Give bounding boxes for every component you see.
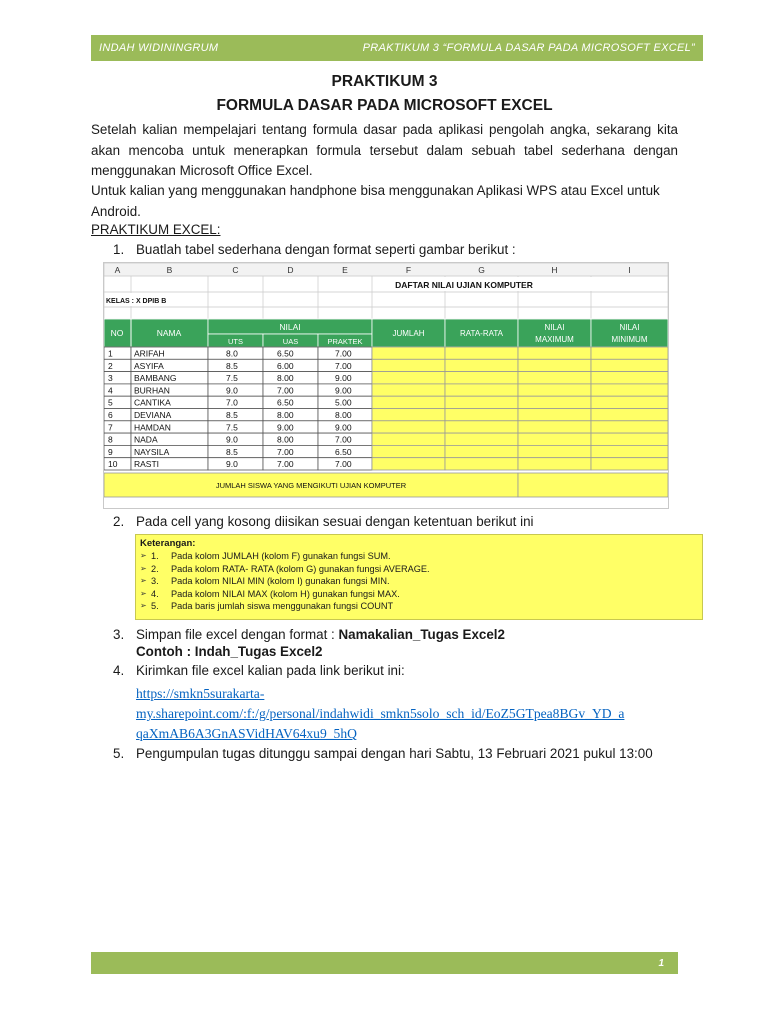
row-uas: 8.00	[277, 373, 294, 384]
keterangan-item-number: 3.	[151, 576, 159, 587]
row-uts: 9.0	[226, 459, 238, 470]
row-nama: DEVIANA	[134, 410, 172, 420]
row-uts: 8.5	[226, 360, 238, 371]
keterangan-item-number: 5.	[151, 601, 159, 612]
empty-formula-cell	[372, 372, 445, 384]
submission-link-line1[interactable]: https://smkn5surakarta-	[136, 686, 265, 701]
header-min-line2: MINIMUM	[611, 335, 648, 344]
step-2-text: Pada cell yang kosong diisikan sesuai dengan ketentuan berikut ini	[136, 514, 534, 529]
keterangan-box	[135, 534, 703, 620]
column-letter: E	[342, 265, 348, 275]
column-letter: I	[628, 265, 631, 275]
empty-formula-cell	[445, 421, 518, 433]
row-uas: 7.00	[277, 385, 294, 396]
row-praktek: 9.00	[335, 385, 352, 396]
row-uas: 7.00	[277, 446, 294, 457]
row-praktek: 8.00	[335, 410, 352, 420]
row-praktek: 5.00	[335, 397, 352, 408]
row-no: 10	[108, 459, 118, 470]
empty-formula-cell	[591, 445, 668, 457]
keterangan-item	[140, 588, 702, 601]
empty-formula-cell	[372, 445, 445, 457]
header-max-line2: MAXIMUM	[535, 335, 574, 344]
step-2-number: 2.	[113, 514, 125, 529]
row-praktek: 6.50	[335, 446, 352, 457]
row-praktek: 7.00	[335, 434, 352, 445]
header-uas: UAS	[282, 337, 299, 346]
empty-formula-cell	[445, 409, 518, 421]
row-no: 1	[108, 348, 113, 359]
empty-formula-cell	[445, 458, 518, 470]
row-uts: 8.5	[226, 446, 238, 457]
arrow-bullet-icon: ➢	[140, 563, 147, 573]
keterangan-item	[140, 550, 702, 563]
empty-formula-cell	[518, 445, 591, 457]
empty-formula-cell	[372, 433, 445, 445]
keterangan-item-number: 4.	[151, 588, 159, 599]
row-uas: 7.00	[277, 459, 294, 470]
keterangan-item	[140, 563, 702, 576]
row-no: 2	[108, 360, 113, 371]
row-praktek: 7.00	[335, 348, 352, 359]
header-max-line1: NILAI	[544, 323, 565, 332]
intro-paragraph-1: Setelah kalian mempelajari tentang formula dasar pada aplikasi pengolah angka, sekarang kita akan mencoba untuk menerapkan formula tersebut dalam sebuah tabel sederhana dengan menggunakan Microsoft Office Excel.	[91, 122, 678, 178]
empty-formula-cell	[518, 458, 591, 470]
header-jumlah: JUMLAH	[392, 329, 425, 338]
row-no: 4	[108, 385, 113, 396]
row-nama: RASTI	[134, 459, 160, 470]
intro-paragraph-2: Untuk kalian yang menggunakan handphone bisa menggunakan Aplikasi WPS atau Excel untuk Android.	[91, 183, 660, 219]
document-title-line2: FORMULA DASAR PADA MICROSOFT EXCEL	[216, 97, 553, 114]
row-no: 3	[108, 373, 113, 384]
keterangan-item	[140, 600, 702, 613]
keterangan-item-number: 1.	[151, 551, 159, 561]
spreadsheet-svg	[104, 263, 668, 508]
row-uts: 7.5	[226, 422, 238, 433]
row-uas: 8.00	[277, 434, 294, 445]
row-praktek: 7.00	[335, 360, 352, 371]
arrow-bullet-icon: ➢	[140, 576, 147, 586]
row-uas: 6.00	[277, 360, 294, 371]
column-letter: C	[232, 265, 239, 275]
row-uts: 8.5	[226, 410, 238, 420]
row-nama: NAYSILA	[134, 446, 170, 457]
empty-formula-cell	[518, 396, 591, 408]
empty-formula-cell	[445, 372, 518, 384]
row-uas: 8.00	[277, 410, 294, 420]
step-1-text: Buatlah tabel sederhana dengan format seperti gambar berikut :	[136, 242, 516, 257]
empty-formula-cell	[445, 347, 518, 359]
row-uts: 8.0	[226, 348, 238, 359]
arrow-bullet-icon: ➢	[140, 588, 147, 598]
row-nama: ARIFAH	[134, 348, 165, 359]
header-running-title: PRAKTIKUM 3 “FORMULA DASAR PADA MICROSOFT EXCEL”	[362, 42, 695, 54]
submission-link-line2[interactable]: my.sharepoint.com/:f:/g/personal/indahwidi_smkn5solo_sch_id/EoZ5GTpea8BGv_YD_a	[136, 706, 625, 721]
empty-formula-cell	[591, 409, 668, 421]
step-5-text: Pengumpulan tugas ditunggu sampai dengan hari Sabtu, 13 Februari 2021 pukul 13:00	[136, 746, 653, 761]
column-header-bar	[104, 263, 668, 276]
row-uts: 7.0	[226, 397, 238, 408]
empty-formula-cell	[518, 409, 591, 421]
row-uas: 9.00	[277, 422, 294, 433]
row-no: 7	[108, 422, 113, 433]
sheet-title: DAFTAR NILAI UJIAN KOMPUTER	[395, 280, 533, 290]
empty-formula-cell	[591, 372, 668, 384]
empty-formula-cell	[591, 359, 668, 371]
empty-formula-cell	[372, 421, 445, 433]
keterangan-item-text: Pada kolom NILAI MAX (kolom H) gunakan fungsi MAX.	[171, 588, 400, 599]
empty-formula-cell	[372, 396, 445, 408]
empty-formula-cell	[591, 396, 668, 408]
header-praktek: PRAKTEK	[327, 337, 363, 346]
spreadsheet-figure	[103, 262, 669, 509]
submission-link-line3[interactable]: qaXmAB6A3GnASVidHAV64xu9_5hQ	[136, 726, 357, 741]
keterangan-item-text: Pada kolom JUMLAH (kolom F) gunakan fungsi SUM.	[171, 551, 391, 561]
keterangan-list	[140, 550, 702, 613]
page-header	[91, 35, 703, 61]
empty-formula-cell	[372, 359, 445, 371]
empty-formula-cell	[591, 458, 668, 470]
column-letter: A	[114, 265, 121, 275]
step-1-number: 1.	[113, 242, 125, 257]
keterangan-item-text: Pada kolom NILAI MIN (kolom I) gunakan fungsi MIN.	[171, 576, 390, 587]
page-footer	[91, 952, 678, 974]
empty-formula-cell	[518, 347, 591, 359]
header-nilai: NILAI	[279, 322, 301, 332]
summary-value-cell	[518, 473, 668, 497]
header-no: NO	[110, 328, 124, 338]
empty-formula-cell	[372, 384, 445, 396]
step-3-number: 3.	[113, 627, 125, 642]
column-letter: G	[478, 265, 485, 275]
empty-formula-cell	[372, 347, 445, 359]
column-letter: B	[166, 265, 173, 275]
empty-formula-cell	[591, 347, 668, 359]
page-number: 1	[658, 957, 664, 969]
row-uas: 6.50	[277, 397, 294, 408]
header-nama: NAMA	[156, 328, 182, 338]
empty-formula-cell	[445, 384, 518, 396]
empty-formula-cell	[445, 359, 518, 371]
keterangan-item-number: 2.	[151, 563, 159, 574]
header-uts: UTS	[228, 337, 243, 346]
row-nama: CANTIKA	[134, 397, 171, 408]
row-uts: 7.5	[226, 373, 238, 384]
column-letter: H	[551, 265, 558, 275]
keterangan-item-text: Pada baris jumlah siswa menggunakan fungsi COUNT	[171, 601, 394, 612]
row-no: 9	[108, 446, 113, 457]
row-nama: ASYIFA	[134, 360, 164, 371]
empty-formula-cell	[445, 433, 518, 445]
row-no: 6	[108, 410, 113, 420]
empty-formula-cell	[445, 445, 518, 457]
empty-formula-cell	[518, 421, 591, 433]
empty-formula-cell	[518, 433, 591, 445]
row-nama: NADA	[134, 434, 158, 445]
arrow-bullet-icon: ➢	[140, 601, 147, 611]
row-uts: 9.0	[226, 385, 238, 396]
step-5-number: 5.	[113, 746, 125, 761]
empty-formula-cell	[518, 359, 591, 371]
section-heading: PRAKTIKUM EXCEL:	[91, 222, 221, 237]
row-nama: BURHAN	[134, 385, 170, 396]
row-praktek: 9.00	[335, 422, 352, 433]
row-nama: HAMDAN	[134, 422, 171, 433]
row-praktek: 7.00	[335, 459, 352, 470]
empty-formula-cell	[445, 396, 518, 408]
step-3-label: Simpan file excel dengan format :	[136, 627, 339, 642]
row-uas: 6.50	[277, 348, 294, 359]
row-uts: 9.0	[226, 434, 238, 445]
empty-formula-cell	[372, 458, 445, 470]
header-author: INDAH WIDININGRUM	[99, 42, 219, 54]
row-no: 8	[108, 434, 113, 445]
step-4-number: 4.	[113, 663, 125, 678]
arrow-bullet-icon: ➢	[140, 551, 147, 560]
step-3-format: Namakalian_Tugas Excel2	[338, 627, 505, 642]
column-letter: F	[405, 265, 412, 275]
class-label: KELAS : X DPIB B	[106, 298, 167, 305]
empty-formula-cell	[591, 433, 668, 445]
header-min-line1: NILAI	[619, 323, 640, 332]
empty-formula-cell	[518, 384, 591, 396]
header-rata: RATA-RATA	[460, 329, 503, 338]
summary-label: JUMLAH SISWA YANG MENGIKUTI UJIAN KOMPUTER	[215, 481, 407, 490]
step-3-example: Contoh : Indah_Tugas Excel2	[136, 644, 323, 659]
keterangan-item	[140, 575, 702, 588]
keterangan-item-text: Pada kolom RATA- RATA (kolom G) gunakan fungsi AVERAGE.	[171, 563, 430, 574]
empty-formula-cell	[372, 409, 445, 421]
empty-formula-cell	[591, 421, 668, 433]
keterangan-title: Keterangan:	[140, 538, 196, 549]
row-nama: BAMBANG	[134, 373, 177, 384]
step-4-text: Kirimkan file excel kalian pada link berikut ini:	[136, 663, 405, 678]
empty-formula-cell	[518, 372, 591, 384]
empty-formula-cell	[591, 384, 668, 396]
column-letter: D	[287, 265, 294, 275]
document-title-line1: PRAKTIKUM 3	[331, 73, 438, 90]
row-no: 5	[108, 397, 113, 408]
row-praktek: 9.00	[335, 373, 352, 384]
